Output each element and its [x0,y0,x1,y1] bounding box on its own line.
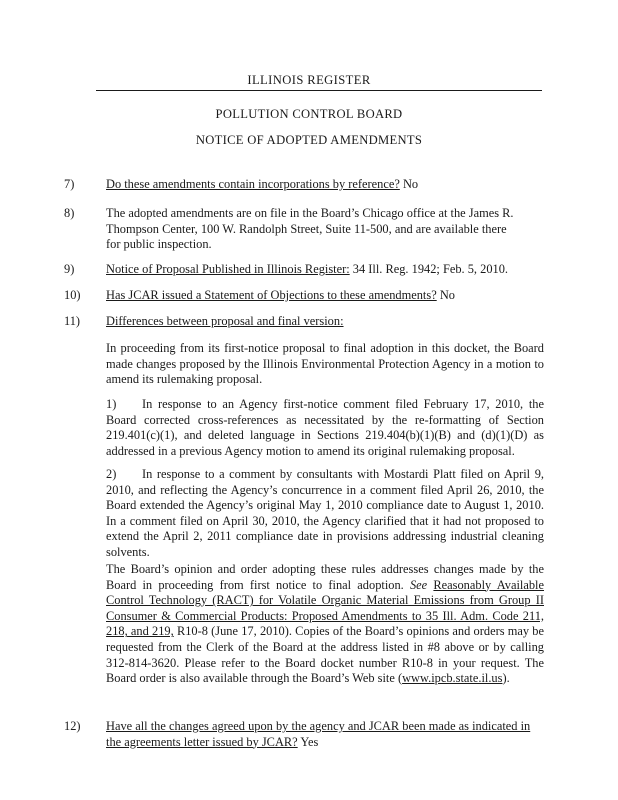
closing-end: ). [502,671,510,686]
item-9-question: Notice of Proposal Published in Illinois Register: [106,262,350,276]
closing-case-title: Reasonably Available Control Technology (RACT) for Volatile Organic Material Emissions from Group II Consumer & Commercial Products: Proposed Amendments to 35 Ill. Adm. Code 211, 218, and 219, [106,577,544,639]
notice-title: NOTICE OF ADOPTED AMENDMENTS [195,133,423,147]
item-11-closing [106,562,544,687]
sub-1-number: 1) [106,397,117,411]
item-12-number: 12) [64,719,81,733]
sub-2-text: In response to a comment by consultants with Mostardi Platt filed on April 9, 2010, and reflecting the Agency’s concurrence in a comment filed April 26, 2010, the Board extended the Agency’s original May 1, 2010 compliance date to August 1, 2010. In a comment filed on April 30, 2010, the Agency clarified that it had not proposed to extend the April 2, 2011 compliance date in provisions addressing industrial cleaning solvents. [106,467,544,559]
item-11-heading-text: Differences between proposal and final version: [106,314,344,328]
item-10-number: 10) [64,288,81,302]
item-12-answer: Yes [300,734,319,749]
item-9 [106,262,546,278]
closing-pre: The Board’s opinion and order adopting these rules addresses changes made by the Board in proceeding from first notice to final adoption. [106,562,544,592]
board-name: POLLUTION CONTROL BOARD [215,107,403,121]
item-9-number: 9) [64,262,75,276]
item-12 [106,719,546,750]
register-title: ILLINOIS REGISTER [247,73,371,87]
item-9-answer: 34 Ill. Reg. 1942; Feb. 5, 2010. [352,262,509,276]
item-11-number: 11) [64,314,81,328]
item-8-number: 8) [64,206,75,220]
item-8-text: The adopted amendments are on file in the Board’s Chicago office at the James R. Thompson Center, 100 W. Randolph Street, Suite 11-500, and are available there for public inspection. [106,206,514,252]
board-website-link[interactable]: www.ipcb.state.il.us [402,671,503,686]
item-12-question: Have all the changes agreed upon by the agency and JCAR been made as indicated in the agreements letter issued by JCAR? [106,719,531,749]
item-11-sub-2 [106,467,544,561]
sub-1-text: In response to an Agency first-notice comment filed February 17, 2010, the Board corrected cross-references as necessitated by the re-formatting of Section 219.401(c)(1), and deleted language in Sections 219.404(b)(1)(B) and (d)(1)(D) as addressed in a previous Agency motion to amend its original rulemaking proposal. [106,397,544,458]
item-11-sub-1 [106,397,544,459]
header-rule [96,90,542,91]
item-10-answer: No [439,288,455,302]
item-11-heading [106,314,546,330]
item-7-answer: No [402,177,419,191]
item-10 [106,288,546,304]
item-7-number: 7) [64,177,75,191]
item-7 [106,177,546,193]
sub-2-number: 2) [106,467,117,481]
item-11-intro: In proceeding from its first-notice proposal to final adoption in this docket, the Board made changes proposed by the Illinois Environmental Protection Agency in a motion to amend its rulemaking proposal. [106,341,544,387]
item-10-question: Has JCAR issued a Statement of Objections to these amendments? [106,288,437,302]
item-7-question: Do these amendments contain incorporations by reference? [106,177,400,191]
closing-post: R10-8 (June 17, 2010). Copies of the Board’s opinions and orders may be requested from the Clerk of the Board at the address listed in #8 above or by calling 312-814-3620. Please refer to the Board docket number R10-8 in your request. The Board order is also available through the Board’s Web site ( [106,624,544,686]
closing-see: See [409,577,428,592]
